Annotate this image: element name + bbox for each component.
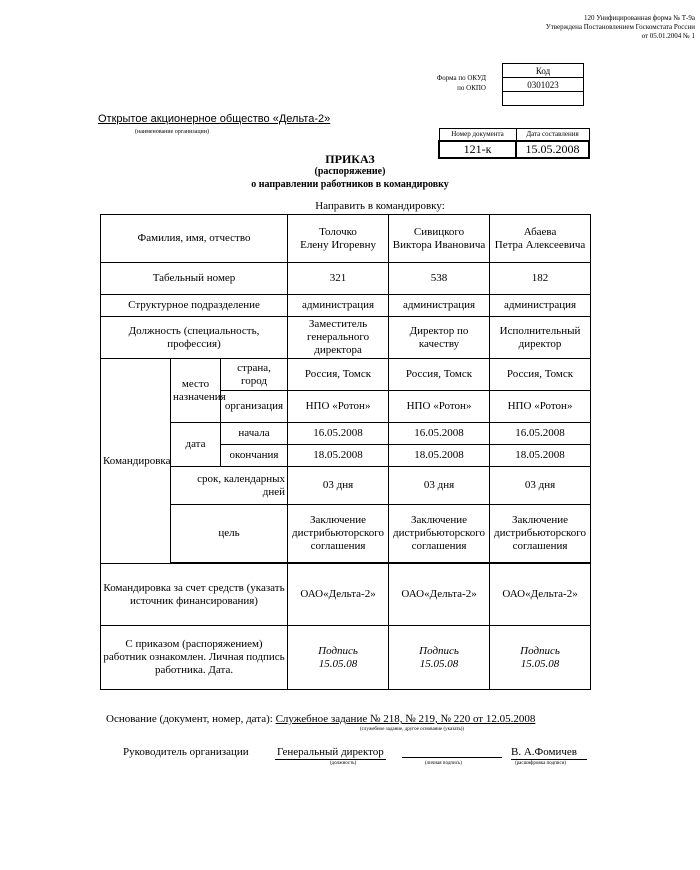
code-head: Код — [503, 64, 584, 78]
okud-label: Форма по ОКУД — [436, 74, 486, 82]
employee-3-org: НПО «Ротон» — [490, 391, 591, 423]
org-label: организация — [221, 391, 288, 423]
employee-2-org: НПО «Ротон» — [389, 391, 490, 423]
row-start — [101, 423, 591, 445]
employee-2-funding: ОАО«Дельта-2» — [389, 564, 490, 626]
employee-2-signature: Подпись 15.05.08 — [389, 626, 490, 690]
title-main: ПРИКАЗ — [325, 152, 375, 166]
basis-line — [106, 713, 666, 726]
employee-1-end: 18.05.2008 — [288, 445, 389, 467]
employee-3-end: 18.05.2008 — [490, 445, 591, 467]
employee-3-funding: ОАО«Дельта-2» — [490, 564, 591, 626]
employee-2-position: Директор по качеству — [389, 317, 490, 359]
head-name-caption: (расшифровка подписи) — [515, 761, 567, 766]
employee-1-signature: Подпись 15.05.08 — [288, 626, 389, 690]
trip-label: Командировка — [101, 359, 171, 564]
tab-label: Табельный номер — [101, 263, 288, 295]
employee-3-fio: Абаева Петра Алексеевича — [490, 215, 591, 263]
employee-2-goal: Заключение дистрибьюторского соглашения — [389, 505, 490, 563]
employee-2-term: 03 дня — [389, 467, 490, 505]
employee-1-goal: Заключение дистрибьюторского соглашения — [288, 505, 389, 563]
title-block — [200, 152, 500, 166]
doc-number-label: Номер документа — [439, 129, 516, 141]
row-place — [101, 359, 591, 391]
employee-1-term: 03 дня — [288, 467, 389, 505]
employee-3-position: Исполнительный директор — [490, 317, 591, 359]
employee-1-start: 16.05.2008 — [288, 423, 389, 445]
title-sub: (распоряжение) — [314, 166, 386, 177]
form-header-line3: от 05.01.2004 № 1 — [641, 32, 695, 40]
funding-label: Командировка за счет средств (указать источник финансирования) — [101, 564, 288, 626]
employee-2-tab: 538 — [389, 263, 490, 295]
organization-caption: (наименование организации) — [135, 129, 209, 135]
head-label: Руководитель организации — [123, 746, 249, 758]
term-label: срок, календарных дней — [171, 467, 288, 505]
form-header — [455, 14, 695, 41]
okud-value: 0301023 — [503, 78, 584, 92]
employee-1-place: Россия, Томск — [288, 359, 389, 391]
employee-1-funding: ОАО«Дельта-2» — [288, 564, 389, 626]
employee-3-start: 16.05.2008 — [490, 423, 591, 445]
employee-3-dept: администрация — [490, 295, 591, 317]
row-ack — [101, 626, 591, 690]
row-tab — [101, 263, 591, 295]
title-subject: о направлении работников в командировку — [251, 179, 449, 190]
dept-label: Структурное подразделение — [101, 295, 288, 317]
employee-1-position: Заместитель генерального директора — [288, 317, 389, 359]
row-fio — [101, 215, 591, 263]
fio-label: Фамилия, имя, отчество — [101, 215, 288, 263]
okpo-label: по ОКПО — [457, 84, 486, 92]
okpo-value — [503, 92, 584, 106]
ack-label: С приказом (распоряжением) работник ознакомлен. Личная подпись работника. Дата. — [101, 626, 288, 690]
head-position-caption: (должность) — [330, 761, 357, 766]
employee-1-fio: Толочко Елену Игоревну — [288, 215, 389, 263]
basis-caption: (служебное задание, другое основание (указать)) — [360, 727, 465, 732]
doc-number: 121-к — [439, 141, 516, 158]
head-signature-caption: (личная подпись) — [425, 761, 462, 766]
start-label: начала — [221, 423, 288, 445]
employee-3-goal: Заключение дистрибьюторского соглашения — [490, 505, 591, 563]
employee-3-place: Россия, Томск — [490, 359, 591, 391]
employee-2-start: 16.05.2008 — [389, 423, 490, 445]
basis-label: Основание (документ, номер, дата): — [106, 713, 273, 725]
employee-3-tab: 182 — [490, 263, 591, 295]
employee-2-fio: Сивицкого Виктора Ивановича — [389, 215, 490, 263]
row-position — [101, 317, 591, 359]
form-header-line2: Утверждена Постановлением Госкомстата России — [545, 23, 695, 31]
send-caption: Направить в командировку: — [315, 200, 445, 212]
doc-date: 15.05.2008 — [516, 141, 589, 158]
end-label: окончания — [221, 445, 288, 467]
position-label: Должность (специальность, профессия) — [101, 317, 288, 359]
dest-label: место назначения — [171, 359, 221, 423]
head-signature-line — [402, 757, 502, 758]
employee-1-tab: 321 — [288, 263, 389, 295]
country-label: страна, город — [221, 359, 288, 391]
row-term — [101, 467, 591, 505]
row-dept — [101, 295, 591, 317]
row-goal — [101, 505, 591, 563]
employee-3-term: 03 дня — [490, 467, 591, 505]
form-header-line1: 120 Унифицированная форма № Т-9а — [583, 14, 695, 22]
employee-1-org: НПО «Ротон» — [288, 391, 389, 423]
employee-2-place: Россия, Томск — [389, 359, 490, 391]
employee-1-dept: администрация — [288, 295, 389, 317]
organization-name: Открытое акционерное общество «Дельта-2» — [98, 113, 331, 125]
date-label: дата — [171, 423, 221, 467]
employees-table — [100, 214, 591, 690]
employee-3-signature: Подпись 15.05.08 — [490, 626, 591, 690]
code-box — [502, 63, 584, 106]
head-position: Генеральный директор — [277, 746, 384, 758]
employee-2-dept: администрация — [389, 295, 490, 317]
basis-value: Служебное задание № 218, № 219, № 220 от 12.05.2008 — [275, 713, 536, 725]
goal-label: цель — [171, 505, 288, 563]
employee-2-end: 18.05.2008 — [389, 445, 490, 467]
doc-date-label: Дата составления — [516, 129, 589, 141]
row-funding — [101, 564, 591, 626]
head-name: В. А.Фомичев — [511, 746, 587, 760]
